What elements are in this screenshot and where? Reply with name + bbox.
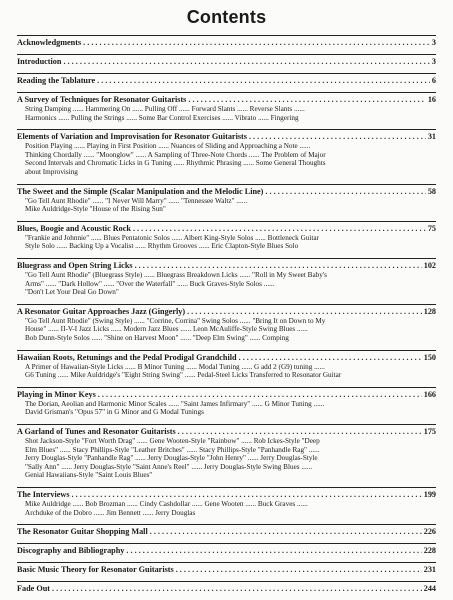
dot-leader	[187, 307, 422, 317]
toc-subtopic-line: "Sally Ann" ...... Jerry Douglas-Style "Saint Anne's Reel" ...... Jerry Douglas-Style Swing Blues ......	[25, 462, 313, 471]
divider-rule	[17, 54, 436, 55]
divider-rule	[17, 350, 436, 351]
toc-subtopics	[25, 197, 429, 214]
toc-page-number: 231	[423, 565, 436, 575]
toc-subtopic-line: David Grisman's "Opus 57" in G Minor and G Modal Tunings	[25, 408, 204, 417]
divider-rule	[17, 304, 436, 305]
toc-heading: Hawaiian Roots, Retunings and the Pedal Prodigal Grandchild	[17, 352, 237, 362]
toc-heading-row	[17, 546, 436, 556]
toc-heading-row	[17, 95, 436, 105]
toc-subtopics	[25, 317, 429, 343]
toc-subtopics	[25, 271, 429, 297]
toc-page-number: 16	[427, 95, 436, 104]
toc-subtopic-line: Arms" ...... "Dark Hollow" ...... "Over the Waterfall" ...... Buck Graves-Style Solos ......	[25, 279, 275, 288]
toc-heading: Bluegrass and Open String Licks	[17, 261, 133, 270]
toc-heading-row	[17, 76, 436, 86]
toc-heading: Blues, Boogie and Acoustic Rock	[17, 223, 131, 233]
divider-rule	[17, 73, 436, 74]
toc-subtopic-line: Mike Auldridge ...... Bob Brozman ...... Cindy Cashdollar ...... Gene Wooten ...... Buck Graves ......	[25, 500, 308, 508]
toc-subtopic-line: String Damping ...... Hammering On ...... Pulling Off ...... Forward Slants ...... Reverse Slants ......	[25, 105, 305, 113]
dot-leader	[239, 353, 422, 363]
toc-page-number: 75	[427, 223, 436, 233]
toc-page-number: 244	[423, 584, 436, 594]
toc-heading-row	[17, 261, 436, 271]
toc-subtopics	[25, 234, 429, 251]
toc-heading-row	[17, 490, 436, 500]
toc-subtopic-line: "Go Tell Aunt Rhodie" (Swing Style) ...... "Corrine, Corrina" Swing Solos ...... "Bring It on Down to My	[25, 316, 326, 325]
toc-subtopics	[25, 363, 429, 380]
dot-leader	[188, 95, 425, 105]
divider-rule	[17, 221, 436, 222]
toc-subtopic-line: Elm Blues" ...... Stacy Phillips-Style "Leather Britches" ...... Stacy Phillips-Style "Panhandle Rag" ......	[25, 445, 320, 454]
toc-heading: Introduction	[17, 57, 62, 66]
toc-subtopic-line: Archduke of the Dobro ...... Jim Bennett ...... Jerry Douglas	[25, 508, 196, 517]
toc-heading-row	[17, 132, 436, 142]
toc-subtopic-line: "Go Tell Aunt Rhodie" (Bluegrass Style) ...... Bluegrass Breakdown Licks ...... "Roll in My Sweet Baby's	[25, 271, 327, 279]
dot-leader	[63, 57, 429, 67]
toc-subtopic-line: The Dorian, Aeolian and Harmonic Minor Scales ...... "Saint James Infirmary" ...... G Minor Tuning ......	[25, 399, 325, 408]
dot-leader	[150, 527, 422, 537]
toc-subtopic-line: Position Playing ...... Playing in First Position ...... Nuances of Sliding and Approaching a Note ......	[25, 142, 311, 151]
toc-heading-row	[17, 38, 436, 48]
dot-leader	[176, 565, 422, 575]
toc-page-number: 3	[431, 57, 436, 66]
dot-leader	[133, 224, 426, 234]
toc-heading: The Interviews	[17, 490, 70, 499]
toc-page-number: 102	[423, 261, 436, 270]
toc-subtopic-line: about Improvising	[25, 167, 78, 176]
toc-heading: Fade Out	[17, 584, 50, 594]
divider-rule	[17, 581, 436, 582]
toc-subtopic-line: Jerry Douglas-Style "Panhandle Rag" ...... Jerry Douglas-Style "John Henry" ...... Jerry Douglas-Style	[25, 454, 318, 463]
toc-heading: A Garland of Tunes and Resonator Guitarists	[17, 427, 176, 436]
divider-rule	[17, 387, 436, 388]
toc-subtopic-line: Shot Jackson-Style "Fort Worth Drag" ...... Gene Wooten-Style "Rainbow" ...... Rob Ickes-Style "Deep	[25, 437, 320, 445]
toc-heading: A Survey of Techniques for Resonator Guitarists	[17, 95, 187, 104]
toc-subtopics	[25, 500, 429, 517]
toc-heading-row	[17, 527, 436, 537]
toc-subtopic-line: "Frankie and Johnnie" ...... Blues Pentatonic Solos ...... Albert King-Style Solos ...... Bottleneck Guitar	[25, 233, 319, 242]
toc-subtopic-line: G6 Tuning ...... Mike Auldridge's "Eight String Swing" ...... Pedal-Steel Licks Transferred to Resonator Guitar	[25, 371, 342, 380]
toc-page-number: 228	[423, 546, 436, 556]
divider-rule	[17, 487, 436, 488]
toc-subtopic-line: "Go Tell Aunt Rhodie" ...... "I Never Will Marry" ...... "Tennessee Waltz" ......	[25, 196, 248, 205]
toc-heading: The Resonator Guitar Shopping Mall	[17, 527, 148, 537]
toc-heading-row	[17, 390, 436, 400]
toc-heading: Playing in Minor Keys	[17, 389, 96, 399]
divider-rule	[17, 184, 436, 185]
toc-heading-row	[17, 57, 436, 67]
toc-heading-row	[17, 565, 436, 575]
divider-rule	[17, 35, 436, 36]
toc-heading-row	[17, 353, 436, 363]
toc-subtopic-line: House" ...... II-V-I Jazz Licks ...... Modern Jazz Blues ...... Leon McAuliffe-Style Swing Blues ......	[25, 325, 308, 334]
toc-heading-row	[17, 307, 436, 317]
dot-leader	[135, 261, 422, 271]
toc-subtopic-line: A Primer of Hawaiian-Style Licks ...... B Minor Tuning ...... Modal Tuning ...... G add 2 (G9) tuning ......	[25, 362, 325, 371]
toc-subtopics	[25, 437, 429, 480]
toc-page-number: 6	[431, 76, 436, 85]
dot-leader	[98, 390, 422, 400]
dot-leader	[126, 546, 421, 556]
toc-subtopics	[25, 105, 429, 122]
toc-heading-row	[17, 584, 436, 594]
dot-leader	[72, 490, 422, 500]
toc-heading: Reading the Tablature	[17, 76, 96, 85]
toc-heading: A Resonator Guitar Approaches Jazz (Gingerly)	[17, 306, 186, 316]
toc-subtopics	[25, 142, 429, 176]
toc-subtopic-line: "Don't Let Your Deal Go Down"	[25, 288, 119, 297]
toc-subtopic-line: Thinking Chordally ...... "Moonglow" ...... A Sampling of Three-Note Chords ...... The Problem of Major	[25, 150, 326, 159]
divider-rule	[17, 424, 436, 425]
dot-leader	[178, 427, 422, 437]
toc-subtopic-line: Bob Dunn-Style Solos ...... "Shine on Harvest Moon" ...... "Deep Elm Swing" ...... Comping	[25, 333, 289, 342]
toc-page-number: 58	[427, 186, 436, 196]
toc-heading-row	[17, 224, 436, 234]
divider-rule	[17, 524, 436, 525]
toc-page-number: 175	[423, 427, 436, 436]
toc-subtopic-line: Mike Auldridge-Style "House of the Rising Sun"	[25, 205, 166, 214]
toc-subtopic-line: Second Intervals and Chromatic Licks in G Tuning ...... Rhythmic Phrasing ...... Some General Thoughts	[25, 159, 326, 168]
toc-page-number: 128	[423, 306, 436, 316]
toc-page-number: 31	[427, 132, 436, 142]
dot-leader	[52, 584, 422, 594]
dot-leader	[97, 76, 430, 86]
toc-subtopic-line: Harmonics ...... Pulling the Strings ...... Some Bar Control Exercises ...... Vibrato ...... Fingering	[25, 113, 299, 122]
toc-subtopics	[25, 400, 429, 417]
toc-heading-row	[17, 427, 436, 437]
divider-rule	[17, 562, 436, 563]
toc-heading: Acknowledgments	[17, 38, 82, 47]
toc-heading-row	[17, 187, 436, 197]
divider-rule	[17, 129, 436, 130]
divider-rule	[17, 258, 436, 259]
toc-page-number: 150	[423, 352, 436, 362]
page-title: Contents	[186, 7, 267, 27]
toc-page-number: 3	[431, 38, 436, 47]
divider-rule	[17, 543, 436, 544]
divider-rule	[17, 92, 436, 93]
toc-page-number: 226	[423, 527, 436, 537]
toc-subtopic-line: Genial Hawaiians-Style "Saint Louis Blues"	[25, 471, 153, 480]
dot-leader	[249, 132, 426, 142]
toc-heading: Discography and Bibliography	[17, 546, 125, 556]
dot-leader	[83, 38, 430, 48]
dot-leader	[265, 187, 425, 197]
toc-subtopic-line: Style Solo ...... Backing Up a Vocalist ...... Rhythm Grooves ...... Eric Clapton-Style Blues Solo	[25, 242, 299, 251]
toc-page-number: 199	[423, 490, 436, 499]
toc-heading: Elements of Variation and Improvisation for Resonator Guitarists	[17, 132, 247, 142]
toc-heading: Basic Music Theory for Resonator Guitarists	[17, 565, 174, 575]
toc-page-number: 166	[423, 389, 436, 399]
toc-heading: The Sweet and the Simple (Scalar Manipulation and the Melodic Line)	[17, 186, 264, 196]
